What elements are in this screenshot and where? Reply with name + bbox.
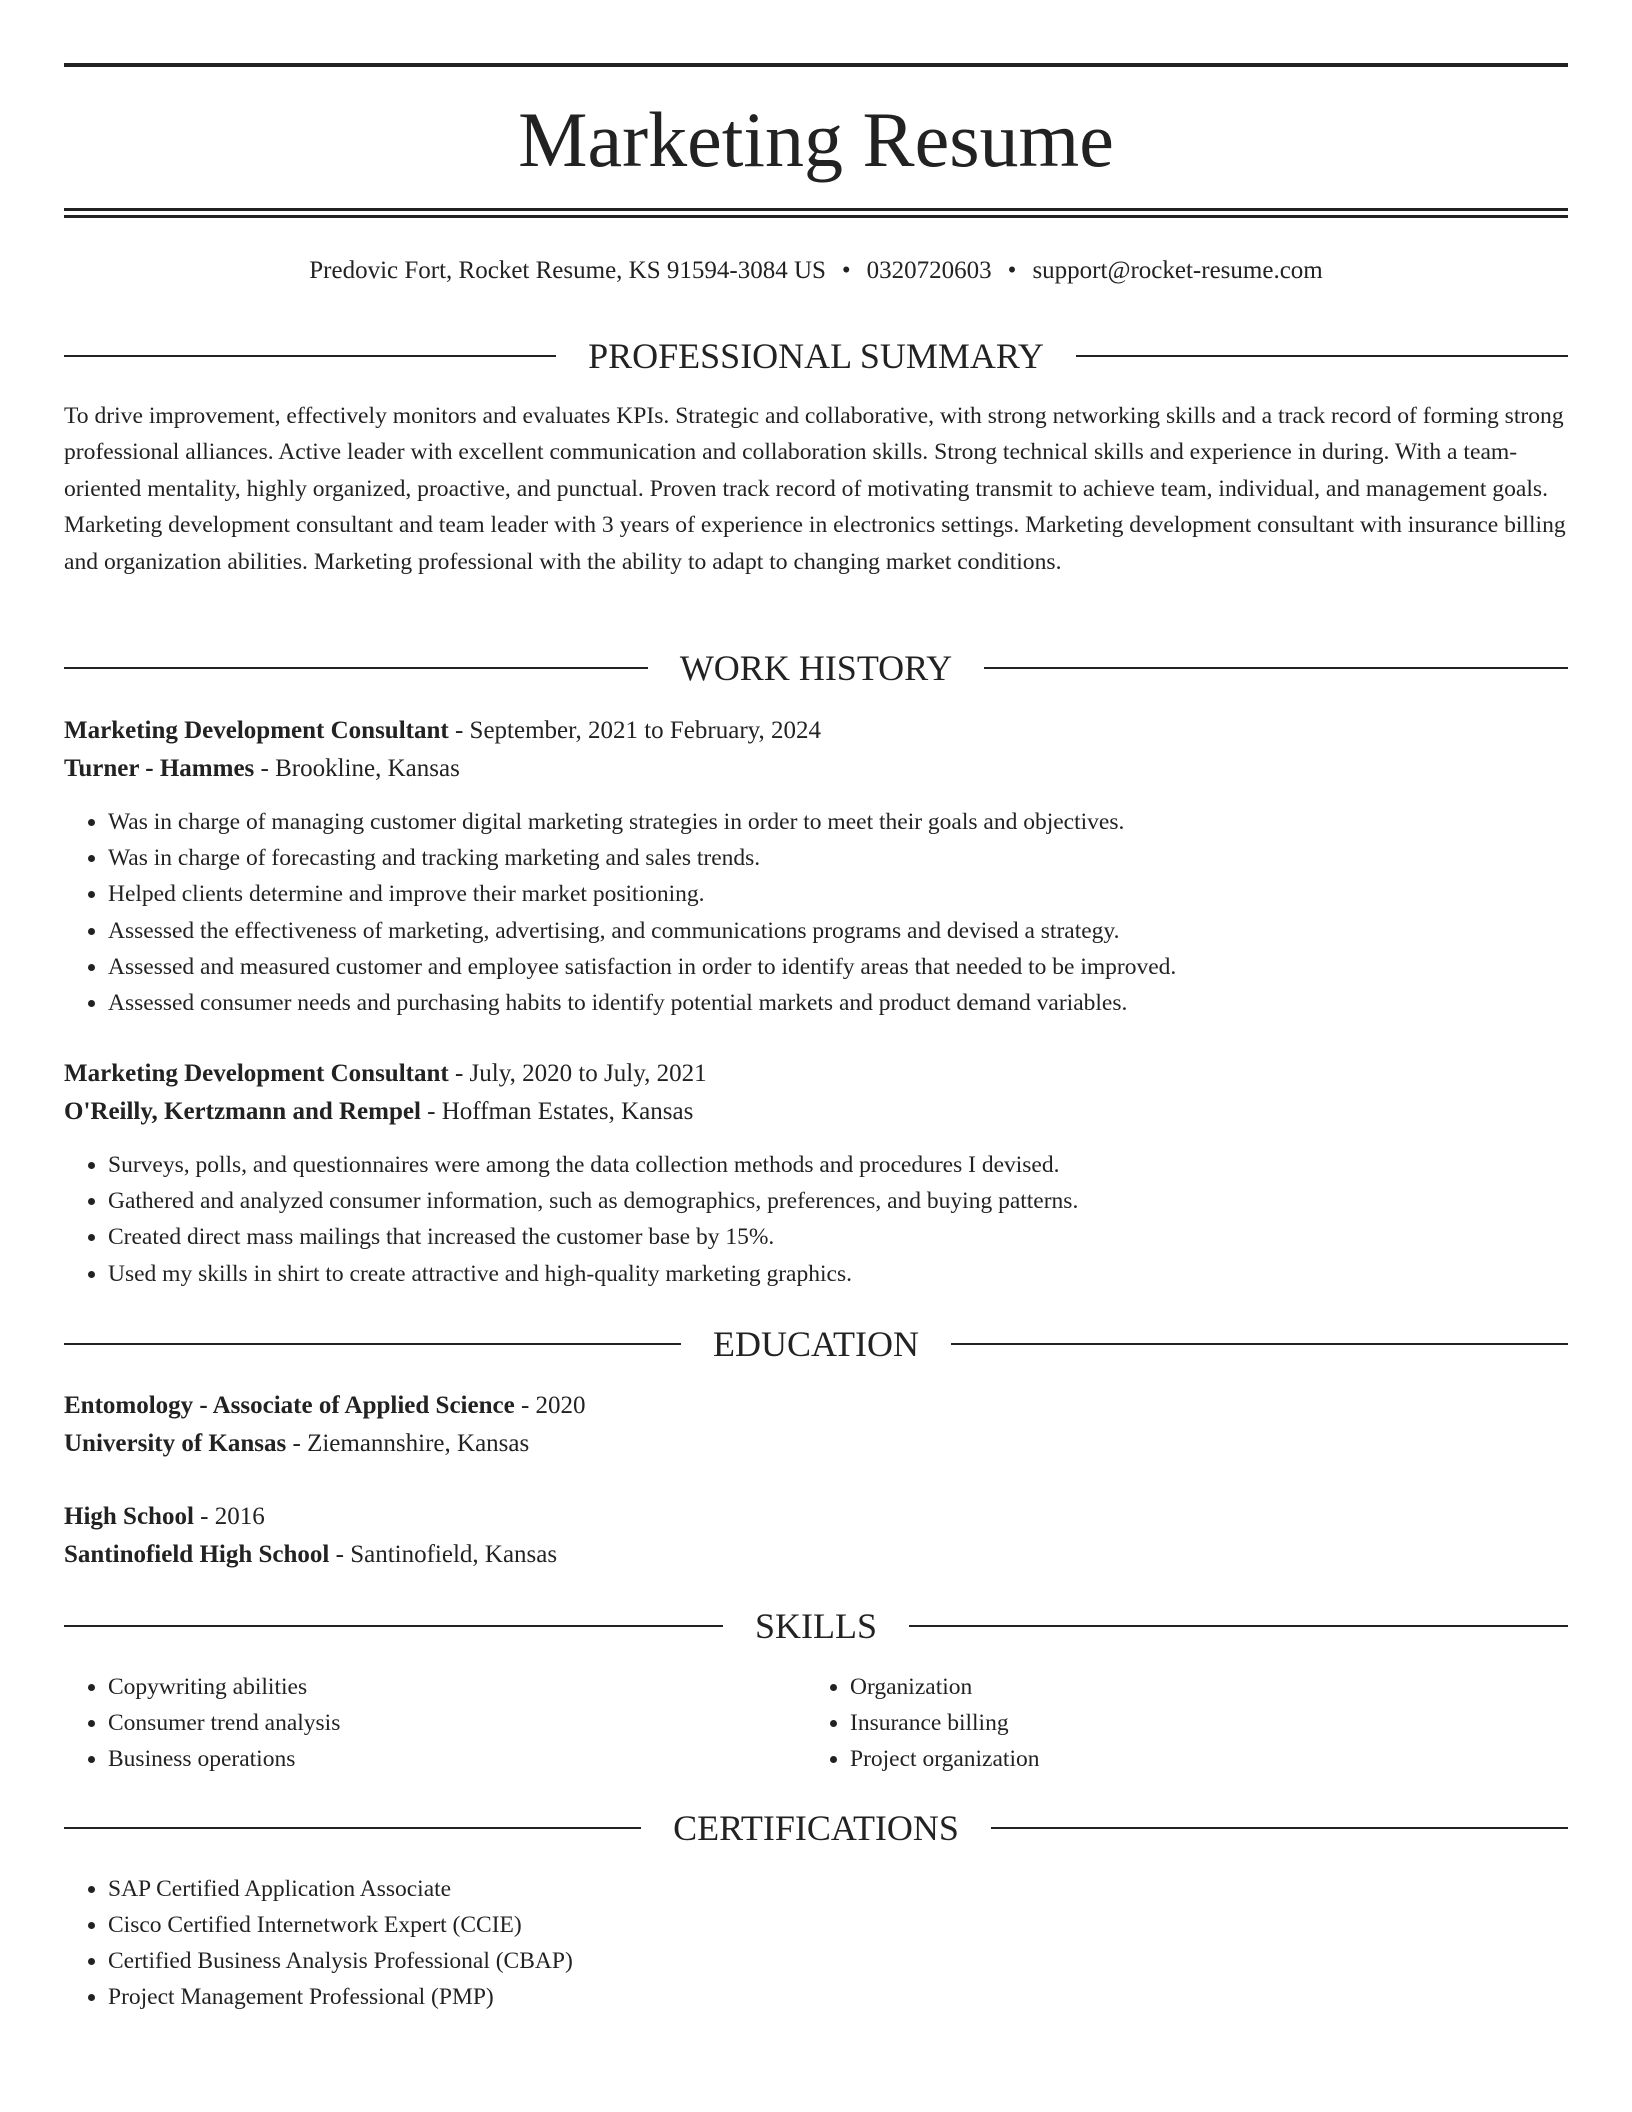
job-title: Marketing Development Consultant	[64, 717, 449, 744]
job-company-line	[64, 750, 1568, 788]
dash: -	[286, 1430, 308, 1457]
dash: -	[254, 755, 276, 782]
resume-title: Marketing Resume	[518, 96, 1114, 183]
education-school-line	[64, 1425, 1568, 1463]
section-heading-summary	[64, 334, 1568, 378]
education-year: 2016	[214, 1503, 265, 1530]
list-item: • Organization	[850, 1669, 1550, 1705]
section-heading-work-history	[64, 646, 1568, 690]
list-item: • SAP Certified Application Associate	[108, 1871, 1568, 1907]
section-rule	[984, 667, 1568, 669]
list-item: • Helped clients determine and improve their market positioning.	[108, 876, 1568, 912]
list-item: • Created direct mass mailings that increased the customer base by 15%.	[108, 1219, 1568, 1255]
job-location: Brookline, Kansas	[275, 755, 460, 782]
list-item: • Used my skills in shirt to create attractive and high-quality marketing graphics.	[108, 1256, 1568, 1292]
section-rule	[991, 1827, 1568, 1829]
section-title: PROFESSIONAL SUMMARY	[588, 336, 1044, 376]
job-dates: September, 2021 to February, 2024	[469, 717, 822, 744]
job-header	[64, 1055, 1568, 1131]
dash: -	[420, 1098, 442, 1125]
job-title-line	[64, 1055, 1568, 1093]
section-heading-certifications	[64, 1806, 1568, 1850]
list-item: • Assessed the effectiveness of marketing, advertising, and communications programs and devised a strategy.	[108, 913, 1568, 949]
education-school: University of Kansas	[64, 1430, 287, 1457]
section-rule	[64, 667, 648, 669]
section-rule	[909, 1625, 1568, 1627]
header-double-rule	[64, 208, 1568, 218]
list-item: • Surveys, polls, and questionnaires were among the data collection methods and procedures I devised.	[108, 1147, 1568, 1183]
list-item: • Project Management Professional (PMP)	[108, 1979, 1568, 2015]
education-degree-line	[64, 1498, 1568, 1536]
section-rule	[1076, 355, 1568, 357]
contact-address: Predovic Fort, Rocket Resume, KS 91594-3084 US	[309, 257, 826, 284]
list-item: • Consumer trend analysis	[108, 1705, 808, 1741]
list-item: • Business operations	[108, 1741, 808, 1777]
certifications-list	[64, 1871, 1568, 2015]
education-degree-line	[64, 1387, 1568, 1425]
section-title: WORK HISTORY	[679, 648, 953, 688]
education-entry	[64, 1498, 1568, 1574]
contact-phone: 0320720603	[866, 257, 992, 284]
section-rule	[64, 1343, 681, 1345]
job-bullets	[64, 1147, 1568, 1292]
dash: -	[448, 717, 470, 744]
contact-separator: •	[1007, 257, 1017, 284]
job-location: Hoffman Estates, Kansas	[441, 1098, 694, 1125]
education-degree: High School	[64, 1503, 194, 1530]
section-heading-education	[64, 1322, 1568, 1366]
education-school: Santinofield High School	[64, 1541, 330, 1568]
list-item: • Was in charge of forecasting and tracking marketing and sales trends.	[108, 840, 1568, 876]
contact-line	[64, 254, 1568, 288]
list-item: • Copywriting abilities	[108, 1669, 808, 1705]
dash: -	[329, 1541, 351, 1568]
section-title: EDUCATION	[713, 1324, 919, 1364]
job-company: O'Reilly, Kertzmann and Rempel	[64, 1098, 421, 1125]
section-rule	[64, 355, 556, 357]
list-item: • Assessed consumer needs and purchasing habits to identify potential markets and product demand variables.	[108, 985, 1568, 1021]
education-location: Santinofield, Kansas	[350, 1541, 558, 1568]
section-rule	[64, 1827, 641, 1829]
summary-paragraph: To drive improvement, effectively monitors and evaluates KPIs. Strategic and collaborative, with strong networking skills and a track record of forming strong professional alliances. Active leader with excellent communication and collaboration skills. Strong technical skills and experience in during. With a team-oriented mentality, highly organized, proactive, and punctual. Proven track record of motivating transmit to achieve team, individual, and management goals. Marketing development consultant and team leader with 3 years of experience in electronics settings. Marketing development consultant with insurance billing and organization abilities. Marketing professional with the ability to adapt to changing market conditions.	[64, 403, 1566, 575]
dash: -	[193, 1503, 215, 1530]
section-title: CERTIFICATIONS	[673, 1808, 959, 1848]
dash: -	[448, 1060, 470, 1087]
job-header	[64, 712, 1568, 788]
education-entry	[64, 1387, 1568, 1463]
section-heading-skills	[64, 1604, 1568, 1648]
list-item: • Was in charge of managing customer digital marketing strategies in order to meet their goals and objectives.	[108, 804, 1568, 840]
section-title: SKILLS	[755, 1606, 878, 1646]
education-degree: Entomology - Associate of Applied Science	[64, 1392, 515, 1419]
list-item: • Certified Business Analysis Professional (CBAP)	[108, 1943, 1568, 1979]
dash: -	[514, 1392, 536, 1419]
skills-list-right	[806, 1669, 1550, 1777]
education-school-line	[64, 1536, 1568, 1574]
job-title-line	[64, 712, 1568, 750]
list-item: • Project organization	[850, 1741, 1550, 1777]
section-rule	[64, 1625, 723, 1627]
contact-email: support@rocket-resume.com	[1032, 257, 1323, 284]
job-title: Marketing Development Consultant	[64, 1060, 449, 1087]
list-item: • Gathered and analyzed consumer information, such as demographics, preferences, and buying patterns.	[108, 1183, 1568, 1219]
section-rule	[951, 1343, 1568, 1345]
list-item: • Cisco Certified Internetwork Expert (CCIE)	[108, 1907, 1568, 1943]
contact-separator: •	[841, 257, 851, 284]
education-year: 2020	[535, 1392, 586, 1419]
job-company-line	[64, 1093, 1568, 1131]
skills-list-left	[64, 1669, 808, 1777]
job-company: Turner - Hammes	[64, 755, 255, 782]
education-location: Ziemannshire, Kansas	[307, 1430, 530, 1457]
header-top-rule	[64, 63, 1568, 67]
job-bullets	[64, 804, 1568, 1021]
job-dates: July, 2020 to July, 2021	[469, 1060, 707, 1087]
list-item: • Assessed and measured customer and employee satisfaction in order to identify areas that needed to be improved.	[108, 949, 1568, 985]
list-item: • Insurance billing	[850, 1705, 1550, 1741]
